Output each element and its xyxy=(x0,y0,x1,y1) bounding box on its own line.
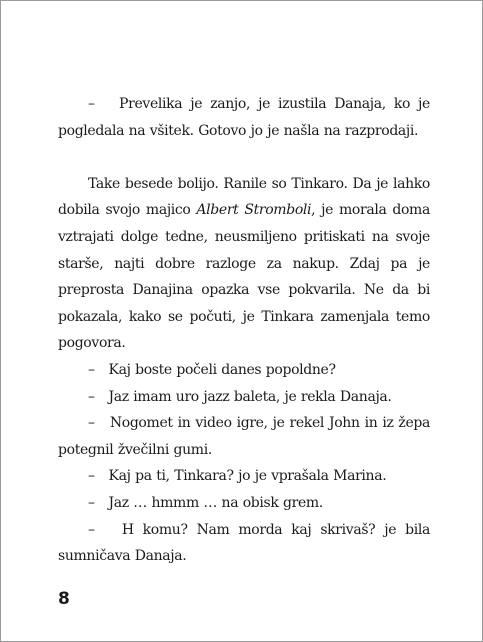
dialog-line xyxy=(58,91,430,144)
dialog-text: Jaz imam uro jazz baleta, je rekla Danaja. xyxy=(108,388,392,405)
dialog-line xyxy=(58,517,430,570)
dialog-dash: – xyxy=(88,361,95,378)
dialog-dash: – xyxy=(88,388,95,405)
dialog-text: Kaj pa ti, Tinkara? jo je vprašala Marina. xyxy=(108,468,387,485)
dialog-dash: – xyxy=(88,415,95,432)
dialog-dash: – xyxy=(88,96,95,112)
paragraph-text-end: , je morala doma vztrajati dolge tedne, neusmiljeno pritiskati na svoje starše, najti dobre razloge za nakup. Zdaj pa je preprosta Danajina opazka vse pokvarila. Ne da bi pokazala, kako se počuti, je Tinkara zamenjala temo pogovora. xyxy=(58,202,430,352)
dialog-line xyxy=(58,384,430,411)
dialog-dash: – xyxy=(88,494,95,511)
dialog-dash: – xyxy=(88,521,95,538)
page-body-text xyxy=(58,91,430,570)
paragraph-text-start: Take besede bolijo. Ranile so Tinkaro. Da je lahko dobila svojo majico xyxy=(58,175,430,219)
narrative-paragraph xyxy=(58,171,430,357)
dialog-line xyxy=(58,463,430,490)
dialog-line xyxy=(58,490,430,517)
dialog-line xyxy=(58,410,430,463)
shirt-brand-italic: Albert Stromboli xyxy=(196,202,312,219)
dialog-line xyxy=(58,357,430,384)
page-number: 8 xyxy=(58,589,70,609)
dialog-text: H komu? Nam morda kaj skrivaš? je bila sumničava Danaja. xyxy=(58,521,430,565)
dialog-text: Jaz … hmmm … na obisk grem. xyxy=(108,494,323,511)
dialog-text: Nogomet in video igre, je rekel John in iz žepa potegnil žvečilni gumi. xyxy=(58,415,430,458)
dialog-text: Prevelika je zanjo, je izustila Danaja, ko je pogledala na všitek. Gotovo jo je našla na razprodaji. xyxy=(58,96,430,139)
dialog-text: Kaj boste počeli danes popoldne? xyxy=(108,361,336,378)
paragraph-gap xyxy=(58,144,430,171)
dialog-dash: – xyxy=(88,468,95,485)
